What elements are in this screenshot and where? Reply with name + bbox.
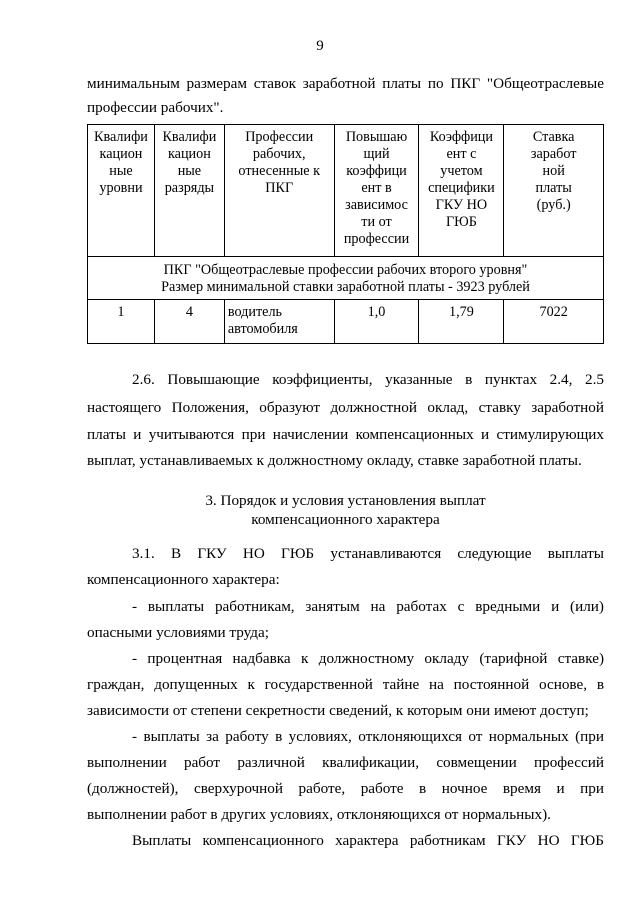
intro-line-2: профессии рабочих". — [87, 99, 224, 116]
p31-line-2: компенсационного характера: — [87, 571, 280, 588]
pay-rate-table — [87, 124, 604, 344]
table-group-row — [88, 257, 604, 300]
table-row — [88, 300, 604, 344]
header-qualification-levels: Квалифи кацион ные уровни — [88, 125, 155, 257]
bullet-2-line-3: зависимости от степени секретности сведений, к которым они имеют доступ; — [87, 702, 589, 719]
bullet-3-line-3: (должностей), сверхурочной работе, работе в ночное время и при — [87, 780, 604, 797]
bullet-3-line-4: выполнении работ в других условиях, отклоняющихся от нормальных). — [87, 806, 551, 823]
bullet-2-line-1: - процентная надбавка к должностному окладу (тарифной ставке) — [132, 650, 604, 667]
p26-line-1: 2.6. Повышающие коэффициенты, указанные в пунктах 2.4, 2.5 — [132, 371, 604, 388]
bullet-1-line-2: опасными условиями труда; — [87, 624, 269, 641]
intro-line-1: минимальным размерам ставок заработной платы по ПКГ "Общеотраслевые — [87, 75, 604, 92]
group-caption — [88, 257, 604, 300]
last-paragraph-line-1: Выплаты компенсационного характера работникам ГКУ НО ГЮБ — [132, 832, 604, 849]
bullet-3-line-2: выполнении работ различной квалификации, совмещении профессий — [87, 754, 604, 771]
cell-coef-profession: 1,0 — [334, 300, 419, 344]
header-professions: Профессии рабочих, отнесенные к ПКГ — [224, 125, 334, 257]
section-title-line-1: 3. Порядок и условия установления выплат — [205, 492, 486, 509]
bullet-1-line-1: - выплаты работникам, занятым на работах с вредными и (или) — [132, 598, 604, 615]
page-number: 9 — [316, 38, 324, 54]
table-header-row — [88, 125, 604, 257]
cell-level: 1 — [88, 300, 155, 344]
cell-profession: водитель автомобиля — [224, 300, 334, 344]
section-title-line-2: компенсационного характера — [251, 511, 440, 528]
bullet-3-line-1: - выплаты за работу в условиях, отклоняющихся от нормальных (при — [132, 728, 604, 745]
p26-line-4: выплат, устанавливаемых к должностному окладу, ставке заработной платы. — [87, 452, 582, 469]
header-specific-coefficient: Коэффици ент с учетом специфики ГКУ НО ГЮБ — [419, 125, 504, 257]
cell-grade: 4 — [154, 300, 224, 344]
p31-line-1: 3.1. В ГКУ НО ГЮБ устанавливаются следующие выплаты — [132, 545, 604, 562]
header-qualification-grades: Квалифи кацион ные разряды — [154, 125, 224, 257]
p26-line-2: настоящего Положения, образуют должностной оклад, ставку заработной — [87, 399, 604, 416]
group-title: ПКГ "Общеотраслевые профессии рабочих второго уровня" — [163, 262, 528, 278]
cell-rate: 7022 — [504, 300, 604, 344]
cell-coef-specific: 1,79 — [419, 300, 504, 344]
group-min-rate: Размер минимальной ставки заработной платы - 3923 рублей — [161, 279, 530, 295]
p26-line-3: платы и учитываются при начислении компенсационных и стимулирующих — [87, 426, 604, 443]
header-profession-coefficient: Повышаю щий коэффици ент в зависимос ти от профессии — [334, 125, 419, 257]
bullet-2-line-2: граждан, допущенных к государственной тайне на постоянной основе, в — [87, 676, 604, 693]
header-rate: Ставка заработ ной платы (руб.) — [504, 125, 604, 257]
